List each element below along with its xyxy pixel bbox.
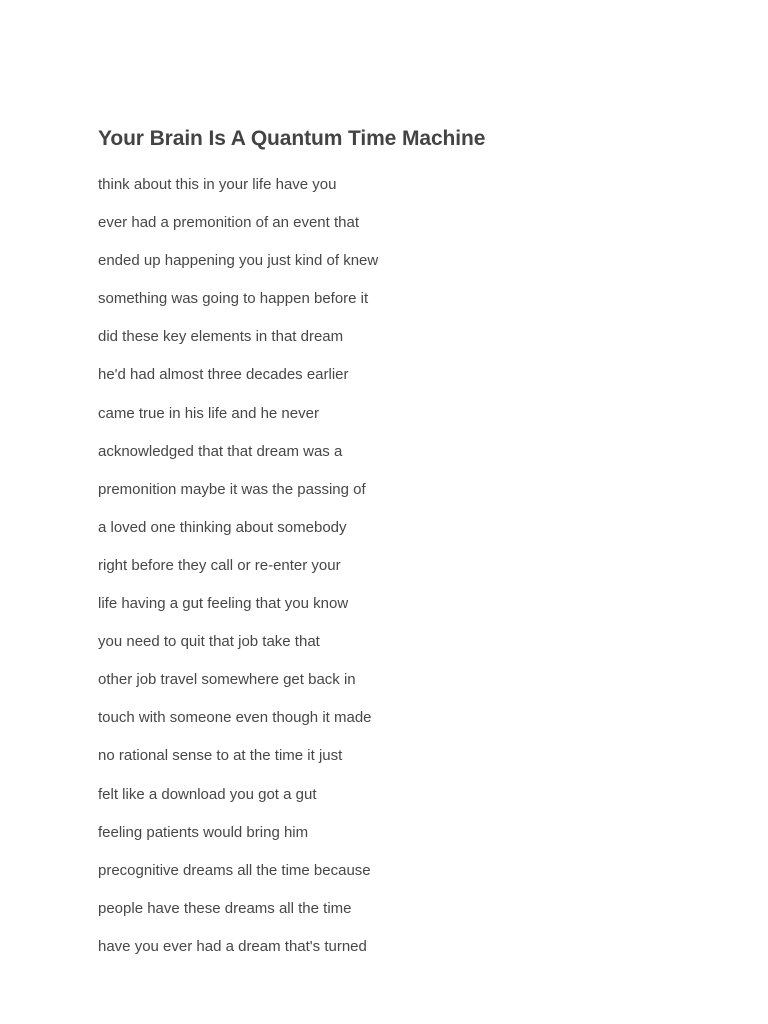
text-lines <box>98 175 378 975</box>
text-line: felt like a download you got a gut <box>98 785 317 803</box>
text-line: acknowledged that that dream was a <box>98 442 343 460</box>
text-line: touch with someone even though it made <box>98 709 372 727</box>
text-line: think about this in your life have you <box>98 176 337 193</box>
text-line: people have these dreams all the time <box>98 899 352 917</box>
text-line: right before they call or re-enter your <box>98 556 341 574</box>
document-title: Your Brain Is A Quantum Time Machine <box>98 127 486 150</box>
text-line: other job travel somewhere get back in <box>98 671 356 689</box>
text-line: came true in his life and he never <box>98 404 319 422</box>
text-line: no rational sense to at the time it just <box>98 747 343 765</box>
text-line: ended up happening you just kind of knew <box>98 252 379 270</box>
text-line: have you ever had a dream that's turned <box>98 937 367 955</box>
text-line: did these key elements in that dream <box>98 328 344 346</box>
text-line: ever had a premonition of an event that <box>98 214 360 232</box>
document-page <box>98 125 698 955</box>
text-line: precognitive dreams all the time because <box>98 861 371 879</box>
text-line: feeling patients would bring him <box>98 823 309 841</box>
text-line: he'd had almost three decades earlier <box>98 366 349 384</box>
text-line: premonition maybe it was the passing of <box>98 480 366 498</box>
text-line: life having a gut feeling that you know <box>98 595 349 613</box>
text-line: you need to quit that job take that <box>98 633 320 651</box>
text-line: a loved one thinking about somebody <box>98 518 347 536</box>
text-line: something was going to happen before it <box>98 290 369 308</box>
